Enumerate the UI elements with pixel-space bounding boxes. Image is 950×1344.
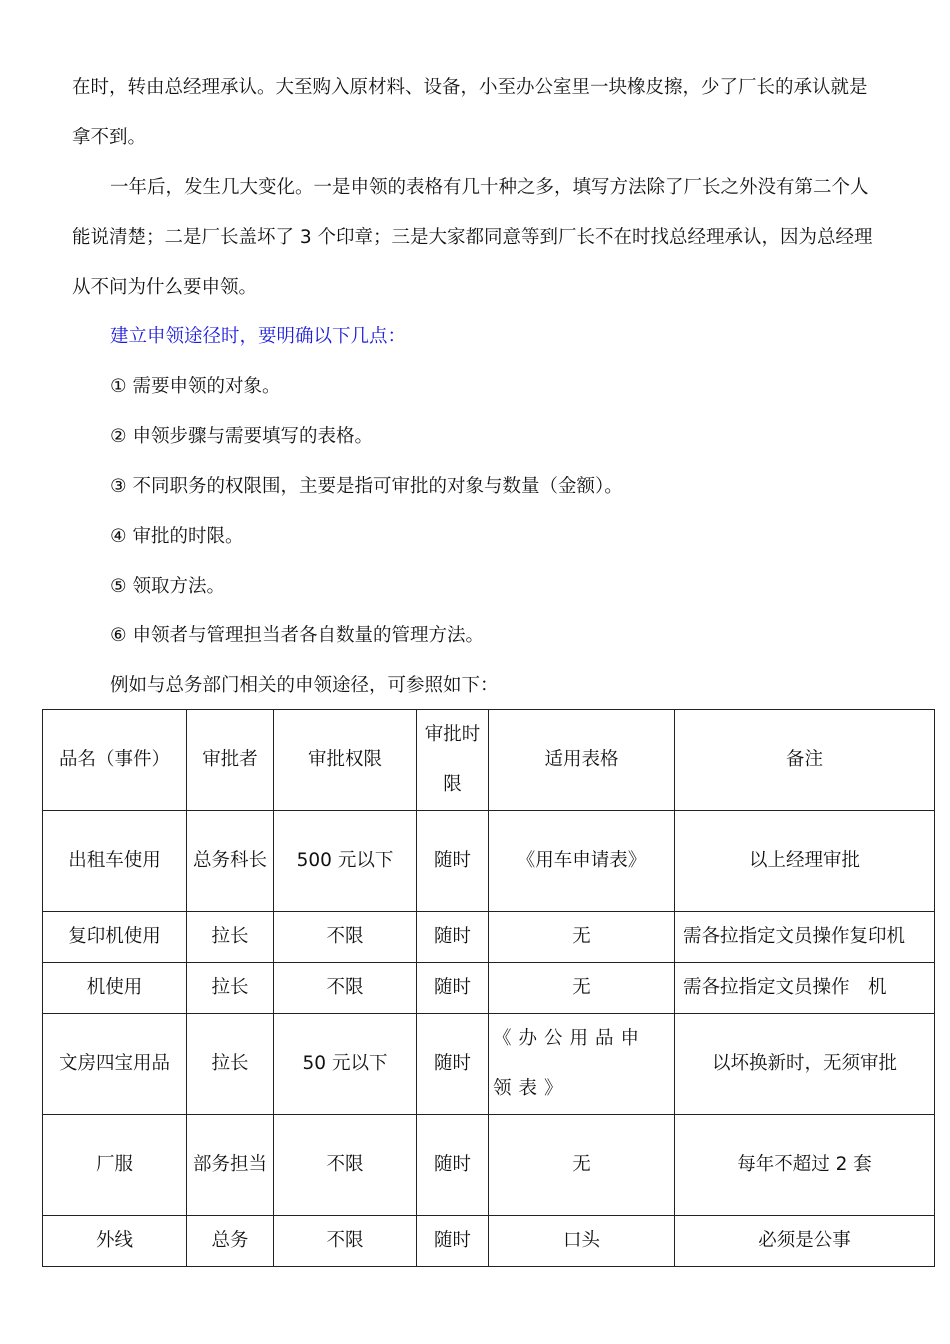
table-row [43, 1115, 935, 1216]
paragraph-line: 从不问为什么要申领。 [72, 277, 258, 298]
table-cell: 口头 [489, 1216, 675, 1267]
table-cell: 无 [489, 912, 675, 963]
table-cell: 每年不超过 2 套 [675, 1115, 935, 1216]
section-heading: 建立申领途径时，要明确以下几点： [110, 326, 407, 347]
table-cell: 厂服 [43, 1115, 187, 1216]
table-cell: 无 [489, 963, 675, 1014]
table-cell: 总务科长 [187, 811, 274, 912]
table-cell: 以坏换新时，无须审批 [675, 1014, 935, 1115]
list-item: ⑤ 领取方法。 [110, 576, 225, 597]
header-cell: 适用表格 [489, 710, 675, 811]
paragraph-line: 一年后，发生几大变化。一是申领的表格有几十种之多，填写方法除了厂长之外没有第二个人 [110, 177, 869, 198]
table-cell: 无 [489, 1115, 675, 1216]
table-cell: 需各拉指定文员操作 机 [675, 963, 935, 1014]
header-cell: 品名（事件） [43, 710, 187, 811]
table-cell: 随时 [417, 912, 489, 963]
table-row [43, 1014, 935, 1115]
list-item: ③ 不同职务的权限围，主要是指可审批的对象与数量（金额）。 [110, 476, 623, 497]
table-cell: 随时 [417, 1115, 489, 1216]
table-cell: 随时 [417, 811, 489, 912]
header-cell: 审批权限 [274, 710, 417, 811]
table-cell: 必须是公事 [675, 1216, 935, 1267]
table-cell: 不限 [274, 1216, 417, 1267]
table-cell: 《办公用品申领表》 [489, 1014, 675, 1115]
list-item: ④ 审批的时限。 [110, 526, 244, 547]
table-cell: 不限 [274, 963, 417, 1014]
table-cell: 50 元以下 [274, 1014, 417, 1115]
table-cell: 不限 [274, 912, 417, 963]
paragraph-line: 拿不到。 [72, 127, 147, 148]
table-cell: 拉长 [187, 912, 274, 963]
table-cell: 拉长 [187, 963, 274, 1014]
approval-table [42, 709, 935, 1267]
table-cell: 总务 [187, 1216, 274, 1267]
table-row [43, 1216, 935, 1267]
table-cell: 《用车申请表》 [489, 811, 675, 912]
table-row [43, 963, 935, 1014]
header-cell: 备注 [675, 710, 935, 811]
table-cell: 出租车使用 [43, 811, 187, 912]
list-item: ⑥ 申领者与管理担当者各自数量的管理方法。 [110, 625, 484, 646]
table-cell: 需各拉指定文员操作复印机 [675, 912, 935, 963]
list-item: ① 需要申领的对象。 [110, 376, 281, 397]
table-cell: 拉长 [187, 1014, 274, 1115]
table-cell: 部务担当 [187, 1115, 274, 1216]
header-cell: 审批时限 [417, 710, 489, 811]
list-item: ② 申领步骤与需要填写的表格。 [110, 426, 373, 447]
table-cell: 以上经理审批 [675, 811, 935, 912]
paragraph-line: 能说清楚；二是厂长盖坏了 3 个印章；三是大家都同意等到厂长不在时找总经理承认，因为总经理 [72, 227, 873, 248]
table-cell: 随时 [417, 1216, 489, 1267]
table-cell: 500 元以下 [274, 811, 417, 912]
table-cell: 外线 [43, 1216, 187, 1267]
table-cell: 文房四宝用品 [43, 1014, 187, 1115]
table-cell: 不限 [274, 1115, 417, 1216]
table-row [43, 811, 935, 912]
table-cell: 随时 [417, 1014, 489, 1115]
paragraph-line: 在时，转由总经理承认。大至购入原材料、设备，小至办公室里一块橡皮擦，少了厂长的承认就是 [72, 77, 868, 98]
table-header-row [43, 710, 935, 811]
example-intro: 例如与总务部门相关的申领途径，可参照如下： [110, 675, 499, 696]
table-row [43, 912, 935, 963]
table-cell: 随时 [417, 963, 489, 1014]
header-cell: 审批者 [187, 710, 274, 811]
table-cell: 复印机使用 [43, 912, 187, 963]
table-cell: 机使用 [43, 963, 187, 1014]
